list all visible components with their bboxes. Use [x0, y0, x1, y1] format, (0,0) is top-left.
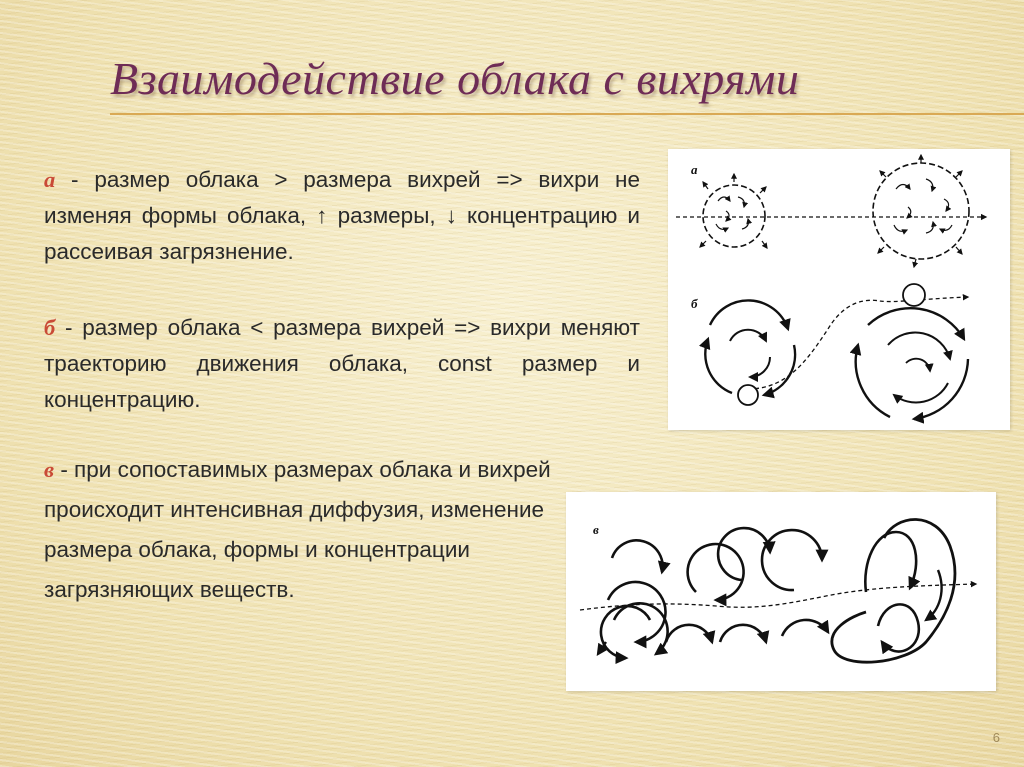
figure-cloud-vortex-ab	[668, 149, 1010, 430]
paragraph-b	[44, 310, 640, 418]
figure-label-a: а	[691, 162, 698, 177]
cloud-b-start	[738, 385, 758, 405]
slide-title: Взаимодействие облака с вихрями	[110, 53, 800, 104]
title-underline	[110, 113, 1024, 115]
large-cloud-a	[873, 155, 969, 267]
paragraph-a-text: - размер облака > размера вихрей => вихри не изменяя формы облака, ↑ размеры, ↓ концентрацию и рассеивая загрязнение.	[44, 167, 640, 264]
paragraph-b-text: - размер облака < размера вихрей => вихри меняют траекторию движения облака, const размер и концентрацию.	[44, 315, 640, 412]
diagram-ab	[668, 149, 1010, 430]
paragraph-v-text: - при сопоставимых размерах облака и вихрей происходит интенсивная диффузия, изменение размера облака, формы и концентрации загрязняющих веществ.	[44, 457, 551, 602]
diagram-v	[566, 492, 996, 691]
cloud-b-end	[903, 284, 925, 306]
figure-cloud-vortex-v	[566, 492, 996, 691]
panel-b	[705, 284, 968, 419]
slide-number: 6	[992, 730, 1000, 745]
figure-label-b: б	[691, 296, 698, 311]
marker-v: в	[44, 457, 55, 482]
paragraph-v	[44, 450, 554, 610]
marker-a: а	[44, 167, 56, 192]
figure-label-v: в	[593, 522, 599, 537]
small-cloud-a	[700, 174, 767, 248]
marker-b: б	[44, 315, 56, 340]
paragraph-a	[44, 162, 640, 270]
